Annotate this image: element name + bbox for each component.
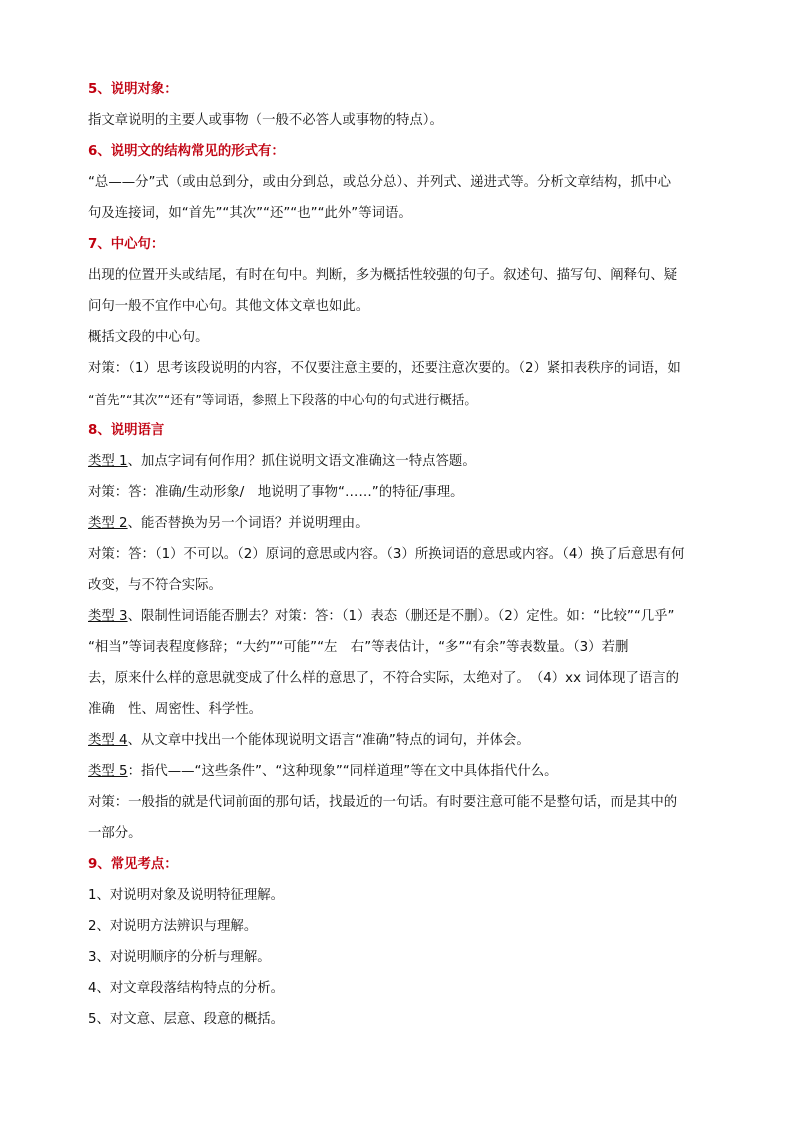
paragraph-line: 改变，与不符合实际。 [88, 578, 222, 593]
paragraph-line: 一部分。 [88, 826, 142, 841]
heading-9: 9、常见考点： [88, 857, 178, 872]
list-item: 5、对文意、层意、段意的概括。 [88, 1012, 284, 1027]
type-line [88, 452, 728, 472]
paragraph-line: 准确 性、周密性、科学性。 [88, 702, 263, 717]
type-line [88, 607, 728, 627]
paragraph-line: 句及连接词，如“首先”“其次”“还”“也”“此外”等词语。 [88, 206, 412, 221]
type-line [88, 762, 728, 782]
type-line [88, 514, 728, 534]
type-text: 、限制性词语能否删去？对策：答：（1）表态（删还是不删）。（2）定性。如：“比较”“几乎” [127, 609, 675, 624]
heading-6: 6、说明文的结构常见的形式有： [88, 144, 285, 159]
paragraph-line: “首先”“其次”“还有”等词语，参照上下段落的中心句的句式进行概括。 [88, 392, 477, 407]
list-item: 4、对文章段落结构特点的分析。 [88, 981, 284, 996]
paragraph-line: “总——分”式（或由总到分，或由分到总，或总分总）、并列式、递进式等。分析文章结构，抓中心 [88, 175, 671, 190]
type-text: 、加点字词有何作用？抓住说明文语文准确这一特点答题。 [127, 454, 476, 469]
type-text: 、能否替换为另一个词语？并说明理由。 [127, 516, 369, 531]
list-item: 3、对说明顺序的分析与理解。 [88, 950, 271, 965]
type-label: 类型 2 [88, 516, 128, 531]
paragraph-line: 指文章说明的主要人或事物（一般不必答人或事物的特点）。 [88, 113, 443, 128]
type-label: 类型 4 [88, 733, 128, 748]
type-label: 类型 3 [88, 609, 128, 624]
type-label: 类型 1 [88, 454, 128, 469]
type-label: 类型 5 [88, 764, 128, 779]
heading-5: 5、说明对象： [88, 82, 178, 97]
list-item: 2、对说明方法辨识与理解。 [88, 919, 258, 934]
paragraph-line: 对策：答：准确/生动形象/ 地说明了事物“……”的特征/事理。 [88, 485, 464, 500]
paragraph-line: 概括文段的中心句。 [88, 330, 209, 345]
type-text: 、从文章中找出一个能体现说明文语言“准确”特点的词句，并体会。 [127, 733, 530, 748]
list-item: 1、对说明对象及说明特征理解。 [88, 888, 284, 903]
paragraph-line: “相当”等词表程度修辞；“大约”“可能”“左 右”等表估计，“多”“有余”等表数量。（3）若删 [88, 640, 629, 655]
document-body [88, 80, 728, 1041]
type-line [88, 731, 728, 751]
type-text: ：指代——“这些条件”、“这种现象”“同样道理”等在文中具体指代什么。 [127, 764, 558, 779]
paragraph-line: 对策：一般指的就是代词前面的那句话，找最近的一句话。有时要注意可能不是整句话，而是其中的 [88, 795, 678, 810]
paragraph-line: 对策：（1）思考该段说明的内容，不仅要注意主要的，还要注意次要的。（2）紧扣表秩序的词语，如 [88, 361, 681, 376]
paragraph-line: 问句一般不宜作中心句。其他文体文章也如此。 [88, 299, 370, 314]
heading-7: 7、中心句： [88, 237, 165, 252]
paragraph-line: 对策：答：（1）不可以。（2）原词的意思或内容。（3）所换词语的意思或内容。（4）换了后意思有何 [88, 547, 685, 562]
paragraph-line: 出现的位置开头或结尾，有时在句中。判断，多为概括性较强的句子。叙述句、描写句、阐释句、疑 [88, 268, 678, 283]
heading-8: 8、说明语言 [88, 423, 165, 438]
paragraph-line: 去，原来什么样的意思就变成了什么样的意思了，不符合实际，太绝对了。 （4）xx 词体现了语言的 [88, 671, 680, 686]
